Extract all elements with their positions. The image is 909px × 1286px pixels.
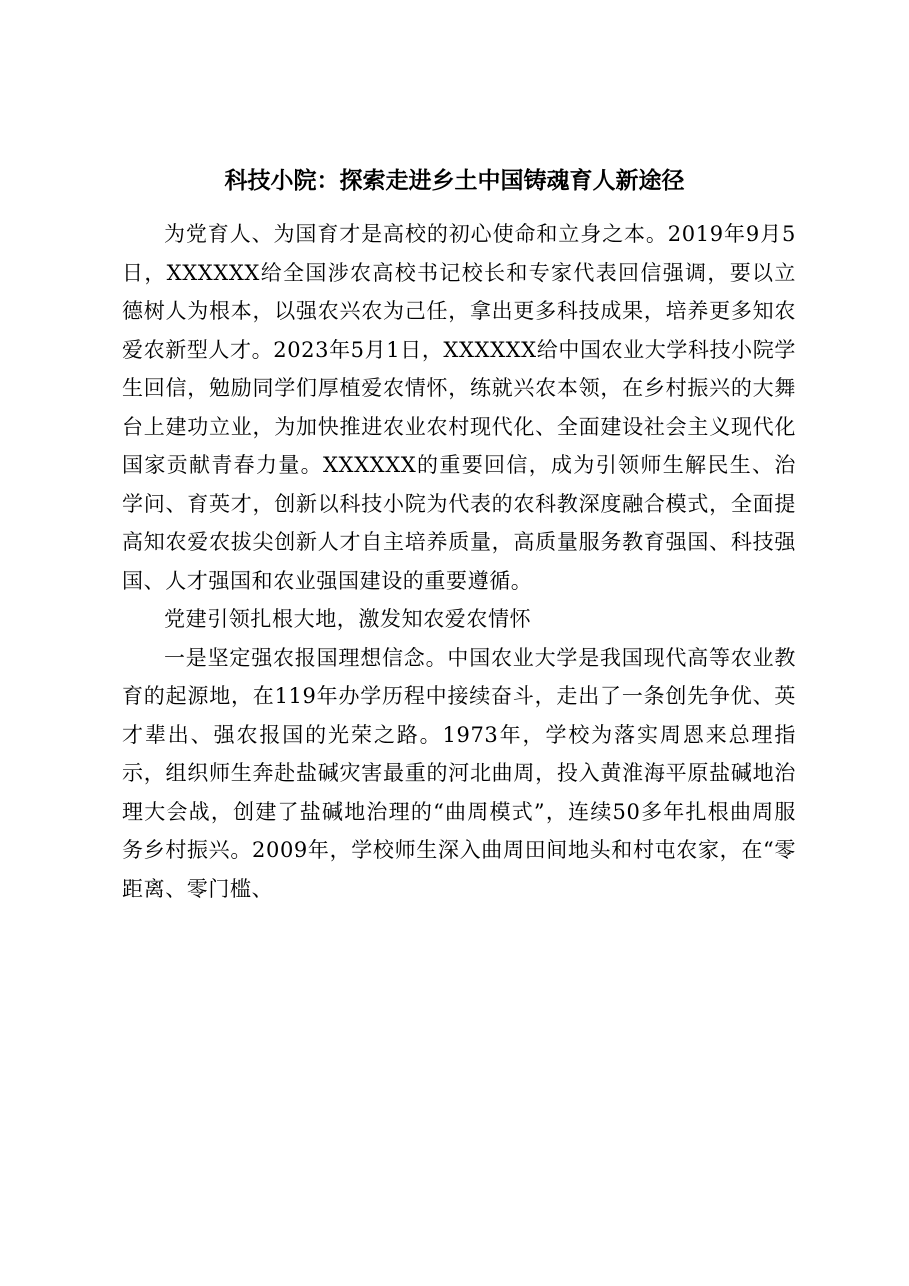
paragraph-first-point: 一是坚定强农报国理想信念。中国农业大学是我国现代高等农业教育的起源地，在119年办学历程中接续奋斗，走出了一条创先争优、英才辈出、强农报国的光荣之路。1973年，学校为落实周恩来总理指示，组织师生奔赴盐碱灾害最重的河北曲周，投入黄淮海平原盐碱地治理大会战，创建了盐碱地治理的“曲周模式”，连续50多年扎根曲周服务乡村振兴。2009年，学校师生深入曲周田间地头和村屯农家，在“零距离、零门槛、 [122, 645, 796, 901]
document-title: 科技小院：探索走进乡土中国铸魂育人新途径 [224, 167, 685, 194]
section-heading: 党建引领扎根大地，激发知农爱农情怀 [164, 607, 532, 631]
paragraph-intro: 为党育人、为国育才是高校的初心使命和立身之本。2019年9月5日，XXXXXX给全国涉农高校书记校长和专家代表回信强调，要以立德树人为根本，以强农兴农为己任，拿出更多科技成果，培养更多知农爱农新型人才。2023年5月1日，XXXXXX给中国农业大学科技小院学生回信，勉励同学们厚植爱农情怀，练就兴农本领，在乡村振兴的大舞台上建功立业，为加快推进农业农村现代化、全面建设社会主义现代化国家贡献青春力量。XXXXXX的重要回信，成为引领师生解民生、治学问、育英才，创新以科技小院为代表的农科教深度融合模式，全面提高知农爱农拔尖创新人才自主培养质量，高质量服务教育强国、科技强国、人才强国和农业强国建设的重要遵循。 [122, 222, 796, 593]
document-body [122, 215, 796, 908]
